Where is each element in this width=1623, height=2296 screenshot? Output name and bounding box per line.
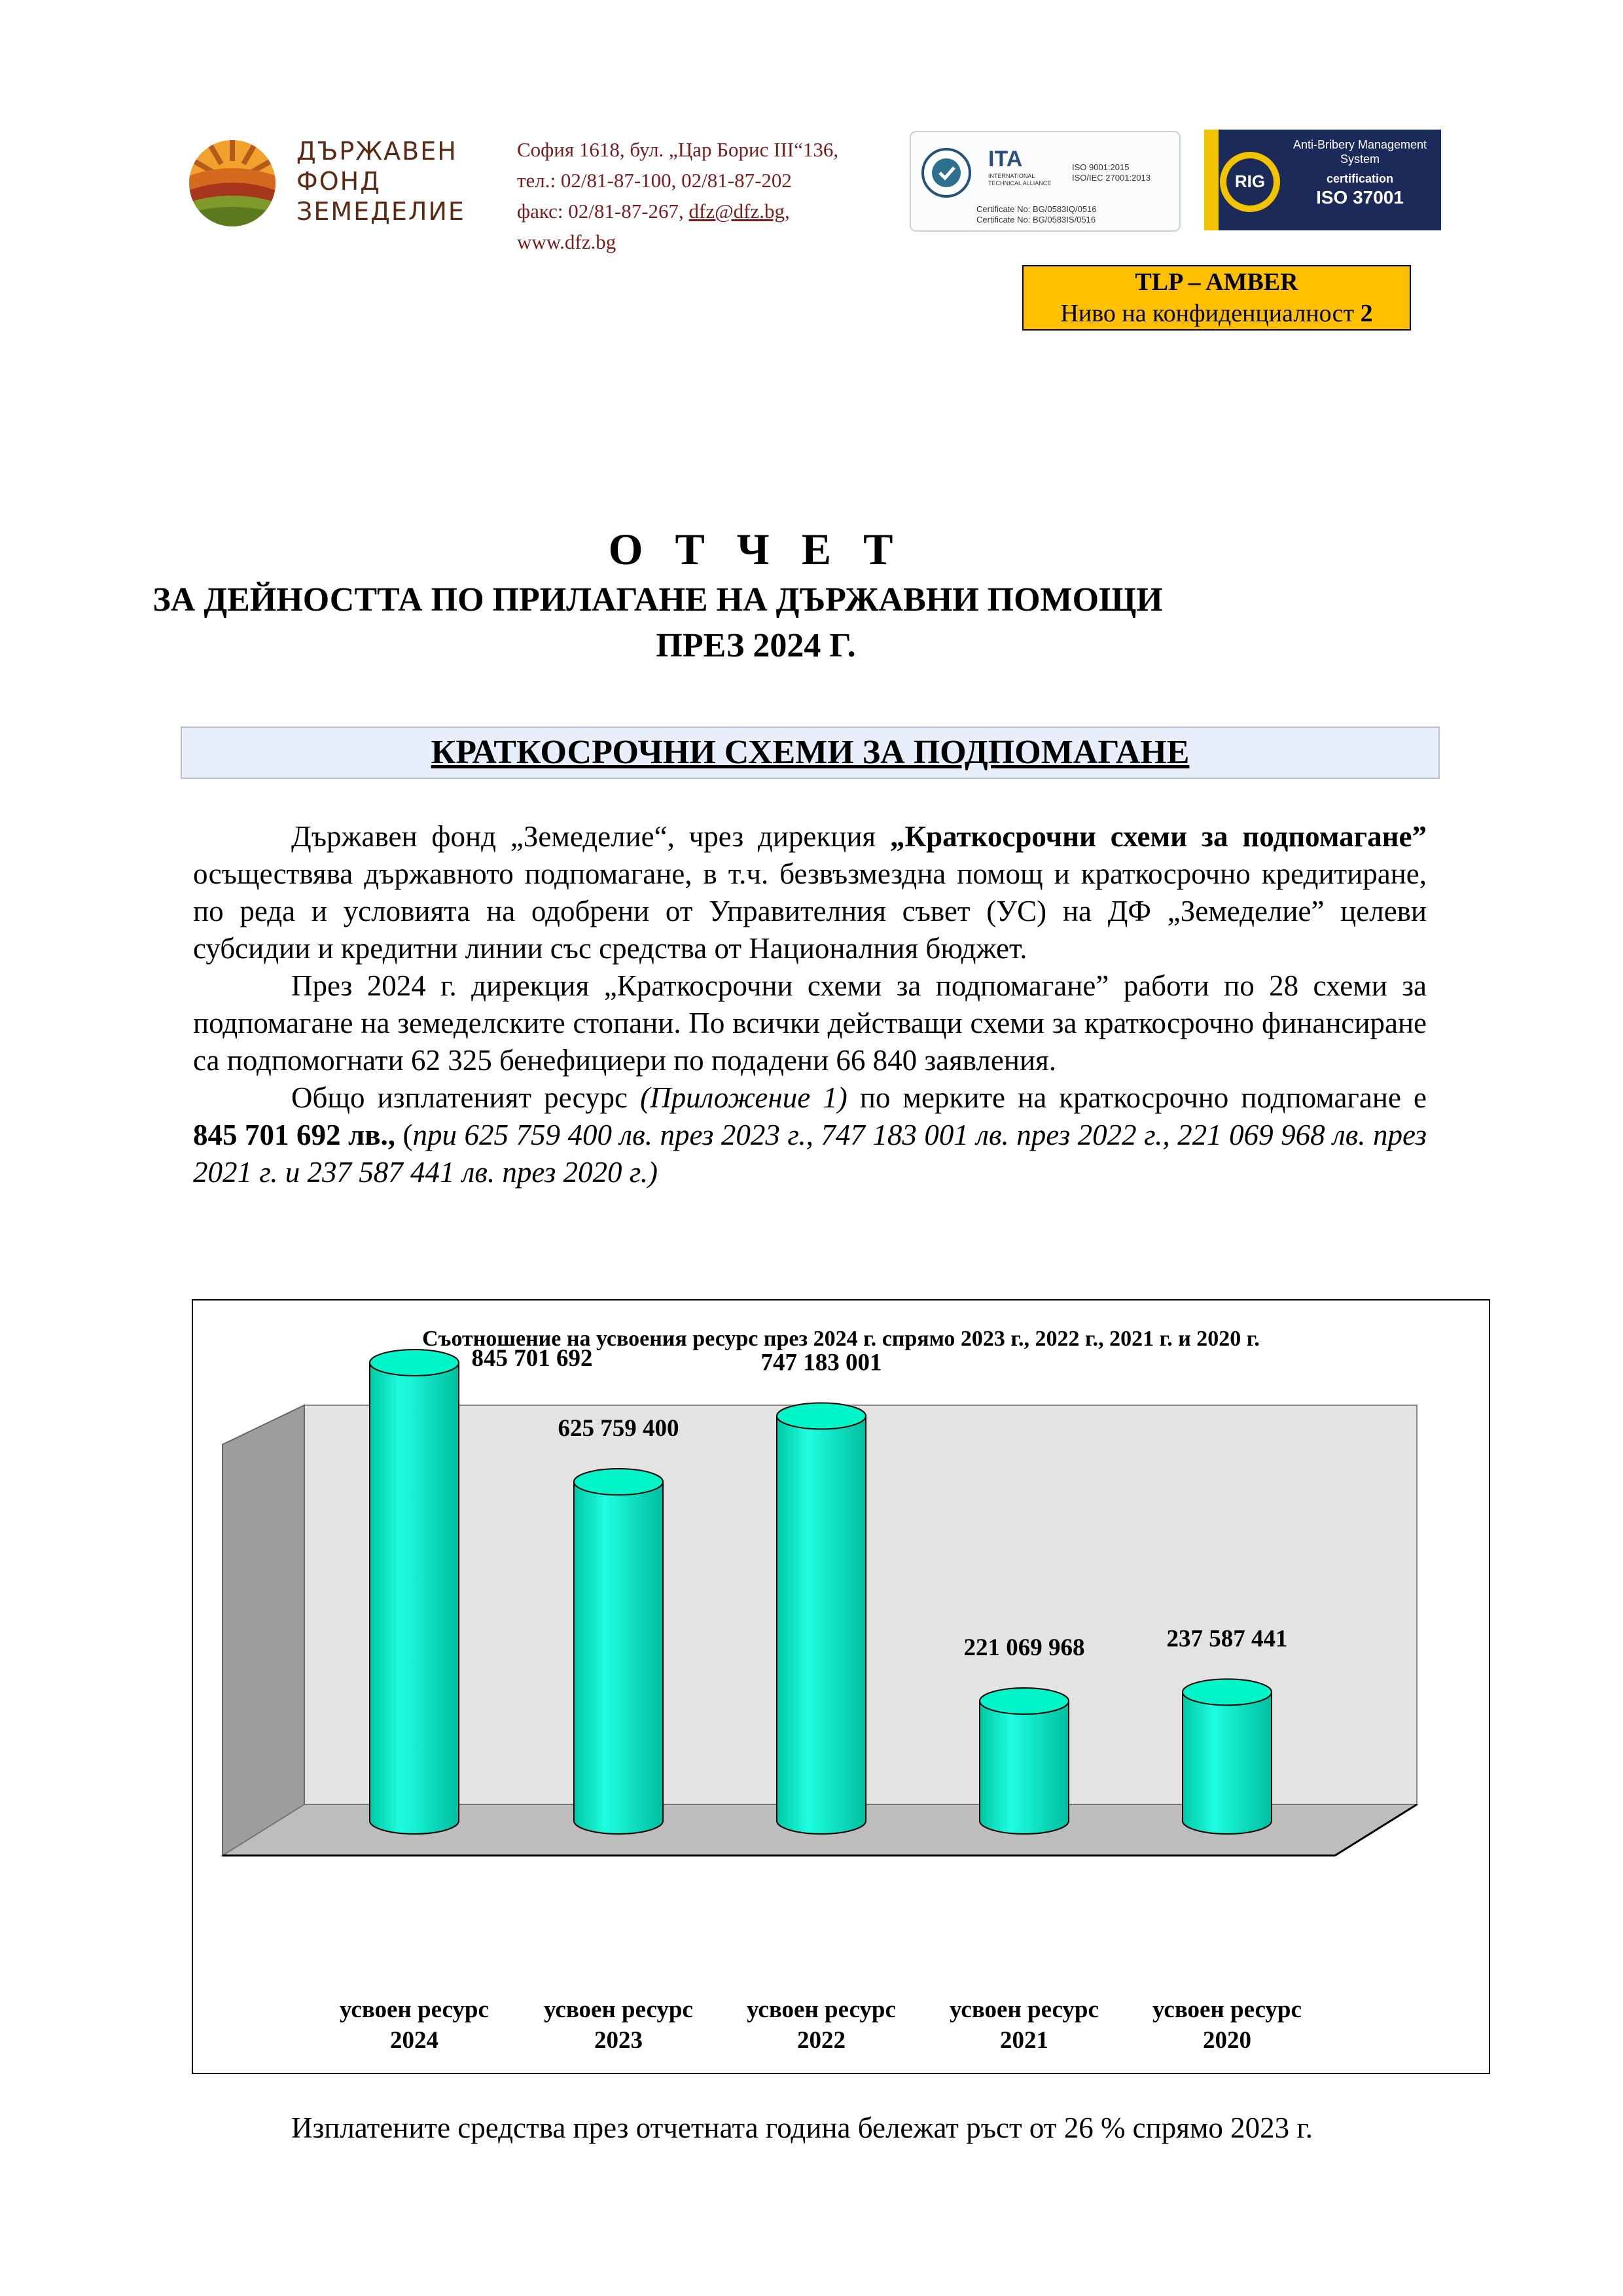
p3-comparison: при 625 759 400 лв. през 2023 г., 747 183 001 лв. през 2022 г., 221 069 968 лв. през 2021 г. и 237 587 441 лв. през 2020 г.) (193, 1119, 1427, 1189)
logo-line-3: ЗЕМЕДЕЛИЕ (296, 197, 465, 226)
iso-badge-line-2: System (1340, 152, 1380, 166)
body-text (193, 818, 1427, 1191)
p1-text-a: Държавен фонд „Земеделие“, чрез дирекция (291, 820, 890, 853)
report-title: О Т Ч Е Т (608, 524, 904, 574)
contact-block (517, 134, 883, 257)
chart-frame (192, 1299, 1490, 2074)
report-year: ПРЕЗ 2024 Г. (656, 627, 856, 664)
contact-address: София 1618, бул. „Цар Борис III“136, (517, 138, 839, 161)
contact-fax-text: факс: 02/81-87-267, (517, 200, 689, 223)
data-label-2020: 237 587 441 (1166, 1625, 1288, 1653)
accredia-seal-icon (920, 147, 972, 212)
category-label-2024: усвоен ресурс 2024 (340, 1996, 489, 2054)
certification-badge (910, 131, 1181, 232)
data-label-2022: 747 183 001 (760, 1349, 882, 1376)
bar-2021 (980, 1701, 1069, 1834)
paragraph-2: През 2024 г. дирекция „Краткосрочни схеми за подпомагане” работи по 28 схеми за подпомагане на земеделските стопани. По всички действащи схеми за краткосрочно финансиране са подпомогнати 62 325 бенефициери по подадени 66 840 заявления. (193, 969, 1427, 1077)
p3-text-a: Общо изплатеният ресурс (291, 1081, 641, 1114)
bar-2020 (1183, 1692, 1272, 1834)
contact-email-link[interactable]: dfz@dfz.bg (688, 200, 785, 223)
section-heading: КРАТКОСРОЧНИ СХЕМИ ЗА ПОДПОМАГАНЕ (181, 726, 1440, 779)
logo-line-1: ДЪРЖАВЕН (296, 137, 457, 166)
category-label-2020: усвоен ресурс 2020 (1152, 1996, 1302, 2054)
category-label-2023: усвоен ресурс 2023 (544, 1996, 693, 2054)
report-subtitle: ЗА ДЕЙНОСТТА ПО ПРИЛАГАНЕ НА ДЪРЖАВНИ ПОМОЩИ (152, 581, 1163, 619)
p3-text-c: ( (395, 1119, 413, 1151)
cert-brand-sub: INTERNATIONAL TECHNICAL ALLIANCE (988, 173, 1052, 187)
confidentiality-number: 2 (1360, 300, 1373, 327)
cert-iso-1: ISO 9001:2015 (1072, 162, 1130, 172)
p3-appendix: (Приложение 1) (640, 1081, 847, 1114)
chart-side-wall (223, 1405, 304, 1856)
bar-top-2021 (980, 1688, 1069, 1714)
logo-line-2: ФОНД (296, 167, 381, 196)
iso-37001-badge (1204, 130, 1441, 230)
bar-2022 (777, 1416, 866, 1834)
bar-chart (193, 1300, 1489, 2073)
paragraph-1 (193, 818, 1427, 967)
bar-top-2024 (370, 1350, 459, 1376)
category-label-2021: усвоен ресурс 2021 (950, 1996, 1099, 2054)
bar-top-2023 (574, 1469, 663, 1495)
p3-total: 845 701 692 лв., (193, 1119, 396, 1151)
paragraph-4: Изплатените средства през отчетната година бележат ръст от 26 % спрямо 2023 г. (291, 2111, 1313, 2144)
contact-phone: тел.: 02/81-87-100, 02/81-87-202 (517, 169, 792, 192)
sun-field-logo-icon (187, 136, 278, 228)
p1-text-b: осъществява държавното подпомагане, в т.ч. безвъзмездна помощ и краткосрочно кредитиране, по реда и условията на одобрени от Управителния съвет (УС) на ДФ „Земеделие” целеви субсидии и кредитни линии със средства от Националния бюджет. (193, 857, 1427, 965)
cert-number-2: Certificate No: BG/0583IS/0516 (976, 215, 1096, 224)
bar-top-2020 (1183, 1679, 1272, 1705)
tlp-label: TLP – AMBER (1135, 268, 1298, 296)
closing-paragraph (193, 2109, 1427, 2147)
confidentiality-level (1024, 298, 1410, 329)
bar-2023 (574, 1482, 663, 1834)
contact-website[interactable]: www.dfz.bg (517, 230, 616, 253)
rig-seal-text: RIG (1234, 171, 1266, 191)
data-label-2021: 221 069 968 (963, 1634, 1085, 1662)
iso-badge-line-3: certification (1326, 172, 1394, 185)
chart-title: Съотношение на усвоения ресурс през 2024 г. спрямо 2023 г., 2022 г., 2021 г. и 2020 г. (422, 1327, 1260, 1351)
iso-badge-line-1: Anti-Bribery Management (1293, 138, 1427, 151)
confidentiality-text: Ниво на конфиденциалност (1060, 300, 1361, 327)
paragraph-3 (193, 1079, 1427, 1191)
bar-2024 (370, 1363, 459, 1834)
cert-number-1: Certificate No: BG/0583IQ/0516 (976, 204, 1097, 214)
data-label-2024: 845 701 692 (471, 1344, 593, 1372)
contact-fax-suffix: , (785, 200, 790, 223)
p3-text-b: по мерките на краткосрочно подпомагане е (847, 1081, 1427, 1114)
cert-brand: ITA (988, 147, 1023, 171)
data-label-2023: 625 759 400 (558, 1415, 679, 1443)
tlp-amber-box (1022, 265, 1411, 331)
iso-badge-line-4: ISO 37001 (1316, 187, 1404, 207)
bar-top-2022 (777, 1403, 866, 1429)
cert-iso-2: ISO/IEC 27001:2013 (1072, 173, 1150, 183)
category-label-2022: усвоен ресурс 2022 (747, 1996, 896, 2054)
dfz-logo (187, 136, 468, 228)
p1-directorate: „Краткосрочни схеми за подпомагане” (889, 820, 1427, 853)
contact-fax (517, 196, 883, 226)
